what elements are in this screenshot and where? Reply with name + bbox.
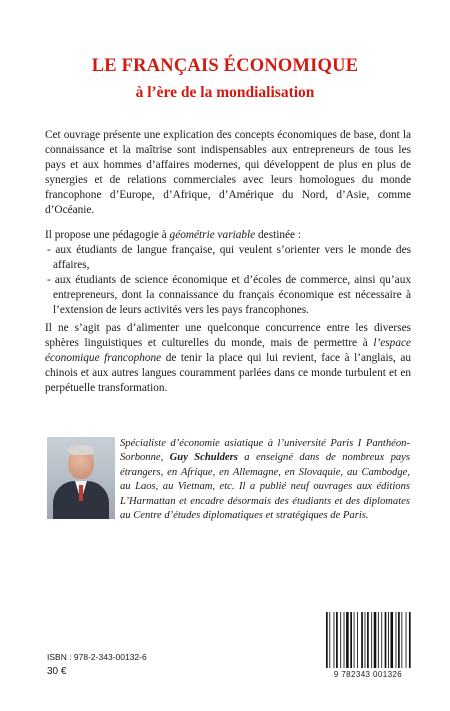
audience-item: - aux étudiants de langue française, qui veulent s’orienter vers le monde des affaires, [47, 244, 411, 271]
photo-tie [79, 485, 83, 501]
barcode-bar [388, 612, 389, 668]
barcode [320, 612, 416, 680]
barcode-bar [361, 612, 363, 668]
intro-text-end: destinée : [255, 229, 302, 241]
barcode-bar [371, 612, 372, 668]
barcode-bar [367, 612, 369, 668]
barcode-bar [381, 612, 382, 668]
barcode-bar [374, 612, 377, 668]
barcode-bar [391, 612, 394, 668]
barcode-bar [365, 612, 366, 668]
isbn: ISBN : 978-2-343-00132-6 [47, 652, 147, 662]
barcode-bar [354, 612, 355, 668]
book-title: LE FRANÇAIS ÉCONOMIQUE [91, 56, 359, 76]
author-bio [120, 437, 410, 523]
photo-hair [68, 445, 94, 455]
intro-emphasis: géométrie variable [169, 229, 256, 241]
bio-text: Spécialiste d’économie asiatique à l’université Paris I Panthéon-Sorbonne, [120, 438, 410, 464]
book-subtitle: à l’ère de la mondialisation [135, 84, 315, 101]
paragraph-2-intro [45, 228, 411, 243]
barcode-number: 9 782343 001326 [333, 670, 403, 679]
barcode-bar [398, 612, 400, 668]
author-name: Guy Schulders [169, 452, 238, 464]
barcode-bar [350, 612, 352, 668]
barcode-bar [357, 612, 358, 668]
paragraph-3-emphasis: l’espace économique francophone [45, 337, 411, 364]
barcode-bar [344, 612, 345, 668]
barcode-bar [409, 612, 411, 668]
barcode-bar [406, 612, 407, 668]
barcode-bar [346, 612, 349, 668]
description-paragraph-2 [45, 228, 411, 318]
audience-item: - aux étudiants de science économique et d’écoles de commerce, ainsi qu’aux entrepreneurs, dont la connaissance du français économique est nécessaire à l’extension de leurs activités vers les pays francophones. [47, 274, 411, 316]
author-photo [47, 437, 115, 519]
barcode-bar [336, 612, 338, 668]
price: 30 € [47, 666, 67, 677]
paragraph-3-text-end: de tenir la place qui lui revient, face à l’anglais, au chinois et aux autres langues couramment parlées dans ce monde turbulent et en perpétuelle transformation. [45, 352, 411, 394]
paragraph-3-text: Il ne s’agit pas d’alimenter une quelconque concurrence entre les diverses sphères linguistiques et culturelles du monde, mais de permettre à [45, 322, 411, 349]
barcode-bar [396, 612, 397, 668]
description-paragraph-1: Cet ouvrage présente une explication des concepts économiques de base, dont la connaissance et la maîtrise sont indispensables aux entrepreneurs de tous les pays et aux hommes d’affaires modernes, qui développent de plus en plus de synergies et de relations commerciales avec leurs homologues du monde francophone d’Europe, d’Afrique, d’Amérique du Nord, d’Asie, comme d’Océanie. [45, 129, 411, 216]
description-paragraph-3 [45, 321, 411, 396]
audience-list [45, 243, 411, 318]
bio-text-end: a enseigné dans de nombreux pays étrangers, en Afrique, en Allemagne, en Slovaquie, au Cambodge, au Laos, au Vietnam, etc. Il a publié neuf ouvrages aux éditions L’Harmattan et encadre désormais des étudiants et des diplomates au Centre d’études diplomatiques et stratégiques de Paris. [120, 452, 411, 522]
barcode-bar [334, 612, 335, 668]
barcode-bar [340, 612, 341, 668]
barcode-bar [385, 612, 387, 668]
barcode-bar [329, 612, 330, 668]
barcode-bar [326, 612, 328, 668]
barcode-bar [378, 612, 379, 668]
barcode-bars [320, 612, 416, 670]
barcode-bar [401, 612, 402, 668]
intro-text: Il propose une pédagogie à [45, 229, 170, 241]
